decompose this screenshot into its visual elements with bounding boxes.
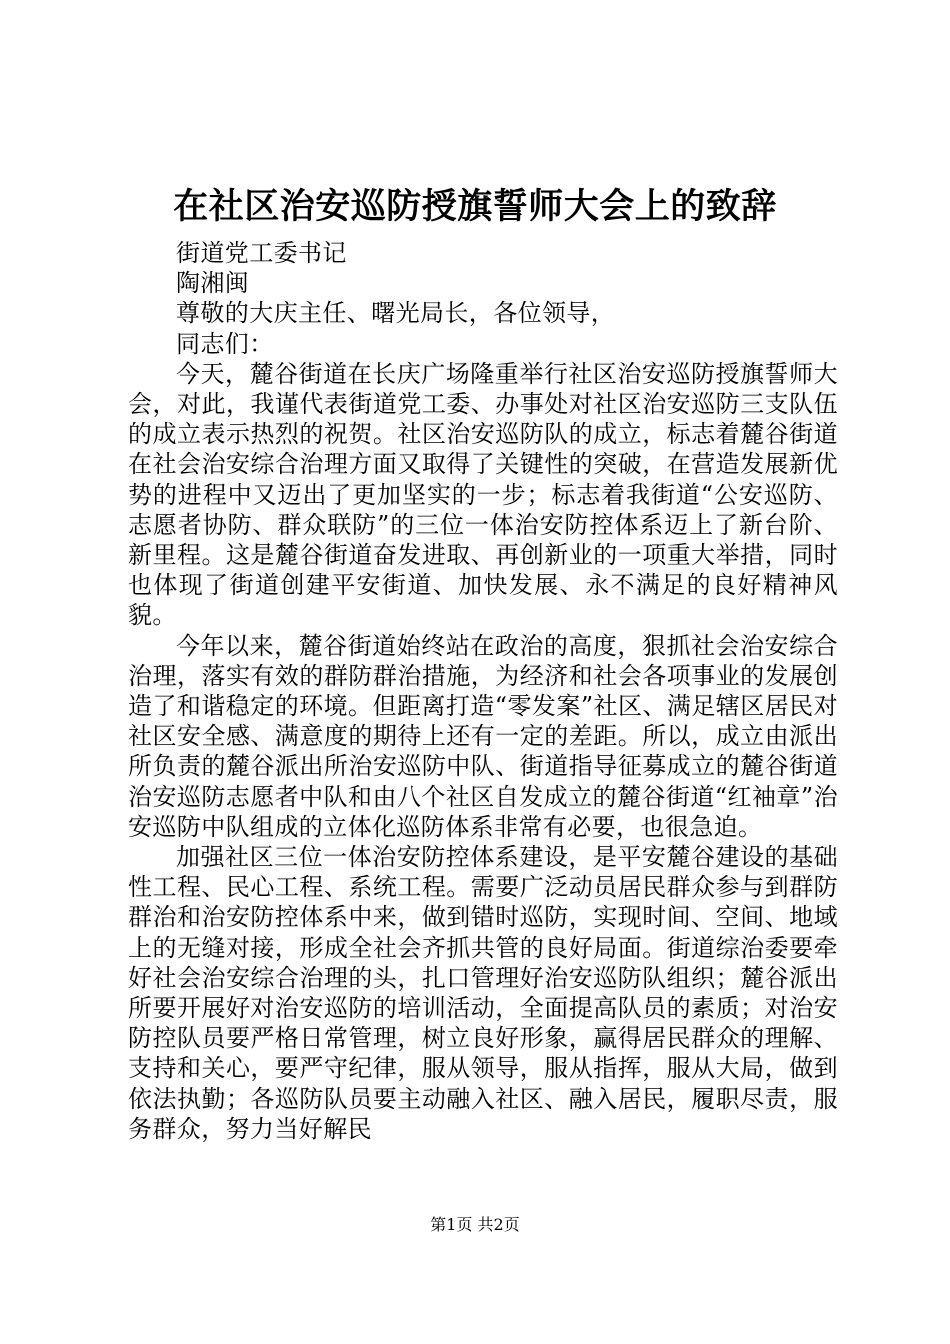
- document-title: 在社区治安巡防授旗誓师大会上的致辞: [173, 186, 777, 227]
- page-number: 第1页 共2页: [430, 1215, 520, 1234]
- author-position: 街道党工委书记: [176, 239, 347, 267]
- salutation-line: 尊敬的大庆主任、曙光局长，各位领导，: [176, 299, 616, 328]
- author-name: 陶湘闽: [176, 269, 250, 298]
- body-paragraph: 今天，麓谷街道在长庆广场隆重举行社区治安巡防授旗誓师大会，对此，我谨代表街道党工委、办事处对社区治安巡防三支队伍的成立表示热烈的祝贺。社区治安巡防队的成立，标志着麓谷街道在社会治安综合治理方面又取得了关键性的突破，在营造发展新优势的进程中又迈出了更加坚实的一步；标志着我街道“公安巡防、志愿者协防、群众联防”的三位一体治安防控体系迈上了新台阶、新里程。这是麓谷街道奋发进取、再创新业的一项重大举措，同时也体现了街道创建平安街道、加快发展、永不满足的良好精神风貌。: [128, 359, 838, 630]
- body-paragraph: 今年以来，麓谷街道始终站在政治的高度，狠抓社会治安综合治理，落实有效的群防群治措施，为经济和社会各项事业的发展创造了和谐稳定的环境。但距离打造“零发案”社区、满足辖区居民对社区安全感、满意度的期待上还有一定的差距。所以，成立由派出所负责的麓谷派出所治安巡防中队、街道指导征募成立的麓谷街道治安巡防志愿者中队和由八个社区自发成立的麓谷街道“红袖章”治安巡防中队组成的立体化巡防体系非常有必要，也很急迫。: [128, 631, 838, 841]
- body-paragraph: 加强社区三位一体治安防控体系建设，是平安麓谷建设的基础性工程、民心工程、系统工程。需要广泛动员居民群众参与到群防群治和治安防控体系中来，做到错时巡防，实现时间、空间、地域上的无缝对接，形成全社会齐抓共管的良好局面。街道综治委要牵好社会治安综合治理的头，扎口管理好治安巡防队组织；麓谷派出所要开展好对治安巡防的培训活动，全面提高队员的素质；对治安防控队员要严格日常管理，树立良好形象，赢得居民群众的理解、支持和关心，要严守纪律，服从领导，服从指挥，服从大局，做到依法执勤；各巡防队员要主动融入社区、融入居民，履职尽责，服务群众，努力当好解民: [128, 843, 838, 1143]
- document-body: [128, 238, 838, 1144]
- salutation-line: 同志们：: [176, 329, 274, 358]
